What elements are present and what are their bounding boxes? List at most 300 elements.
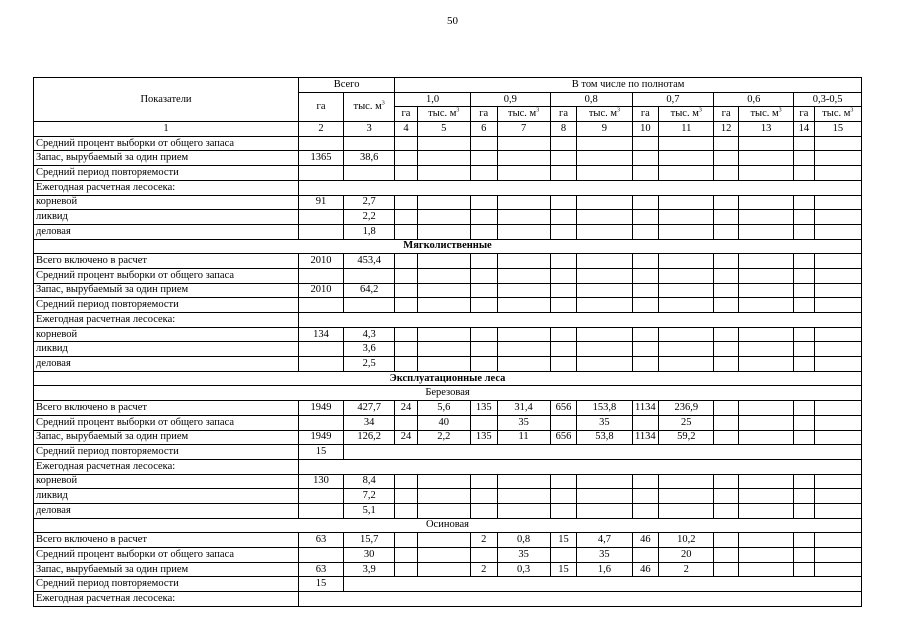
- table-cell: [550, 548, 577, 563]
- table-cell: [814, 401, 861, 416]
- table-cell: [814, 136, 861, 151]
- table-cell: [470, 474, 497, 489]
- table-cell: 15,7: [344, 533, 395, 548]
- table-cell: 10,2: [659, 533, 714, 548]
- table-cell: [794, 327, 814, 342]
- table-cell: 2: [659, 562, 714, 577]
- table-cell: [714, 357, 739, 372]
- row-label: корневой: [34, 474, 299, 489]
- table-cell: [417, 474, 470, 489]
- table-row: [34, 489, 862, 504]
- header-unit-ha: га: [632, 107, 659, 122]
- table-row: [34, 195, 862, 210]
- header-density-5: 0,6: [714, 92, 794, 107]
- table-cell: 46: [632, 562, 659, 577]
- row-label: корневой: [34, 327, 299, 342]
- table-cell: 40: [417, 415, 470, 430]
- table-row: [34, 474, 862, 489]
- table-cell: [738, 430, 793, 445]
- table-row: [34, 503, 862, 518]
- table-cell: [738, 533, 793, 548]
- table-cell: 5,1: [344, 503, 395, 518]
- table-cell: [714, 210, 739, 225]
- table-cell: 7,2: [344, 489, 395, 504]
- empty-span-cell: [344, 577, 862, 592]
- table-cell: [714, 415, 739, 430]
- table-cell: [470, 357, 497, 372]
- table-cell: [794, 166, 814, 181]
- table-cell: [550, 503, 577, 518]
- column-number: 10: [632, 122, 659, 137]
- column-number: 8: [550, 122, 577, 137]
- table-cell: [497, 503, 550, 518]
- table-row: [34, 239, 862, 254]
- table-cell: [577, 298, 632, 313]
- table-cell: 453,4: [344, 254, 395, 269]
- table-cell: [299, 548, 344, 563]
- table-cell: [395, 151, 418, 166]
- column-number: 14: [794, 122, 814, 137]
- table-cell: [497, 195, 550, 210]
- table-cell: 15: [299, 445, 344, 460]
- table-cell: 35: [497, 548, 550, 563]
- table-cell: [738, 357, 793, 372]
- table-cell: 3,6: [344, 342, 395, 357]
- table-cell: [738, 327, 793, 342]
- table-cell: [299, 503, 344, 518]
- row-label: Средний период повторяемости: [34, 577, 299, 592]
- table-cell: 1134: [632, 430, 659, 445]
- table-cell: [794, 195, 814, 210]
- column-number: 4: [395, 122, 418, 137]
- table-row: [34, 518, 862, 533]
- table-row: [34, 357, 862, 372]
- table-cell: [470, 548, 497, 563]
- table-cell: [814, 327, 861, 342]
- table-cell: [738, 210, 793, 225]
- table-cell: 64,2: [344, 283, 395, 298]
- row-label: деловая: [34, 224, 299, 239]
- table-cell: [417, 533, 470, 548]
- table-cell: [659, 254, 714, 269]
- table-cell: [577, 195, 632, 210]
- table-cell: [714, 503, 739, 518]
- table-cell: [714, 254, 739, 269]
- table-cell: [395, 489, 418, 504]
- table-cell: [659, 224, 714, 239]
- header-unit-volume: тыс. $м^3$: [814, 107, 861, 122]
- table-cell: 25: [659, 415, 714, 430]
- table-cell: [417, 298, 470, 313]
- table-cell: [632, 136, 659, 151]
- table-cell: [550, 489, 577, 504]
- table-cell: [550, 195, 577, 210]
- table-row: [34, 562, 862, 577]
- table-cell: 656: [550, 401, 577, 416]
- table-cell: 2: [470, 533, 497, 548]
- table-cell: [470, 224, 497, 239]
- empty-span-cell: [299, 459, 862, 474]
- table-cell: [470, 327, 497, 342]
- table-cell: 135: [470, 430, 497, 445]
- table-cell: [794, 298, 814, 313]
- table-cell: 91: [299, 195, 344, 210]
- table-cell: [632, 298, 659, 313]
- table-cell: 236,9: [659, 401, 714, 416]
- table-cell: [794, 342, 814, 357]
- header-density-1: 1,0: [395, 92, 471, 107]
- row-label: ликвид: [34, 210, 299, 225]
- table-cell: [417, 195, 470, 210]
- table-cell: [794, 268, 814, 283]
- table-cell: 1134: [632, 401, 659, 416]
- table-cell: [497, 283, 550, 298]
- table-row: [34, 445, 862, 460]
- column-number: 15: [814, 122, 861, 137]
- row-label: Средний процент выборки от общего запаса: [34, 136, 299, 151]
- table-cell: [659, 474, 714, 489]
- table-cell: 35: [577, 415, 632, 430]
- table-cell: 35: [497, 415, 550, 430]
- table-cell: [577, 357, 632, 372]
- table-cell: [577, 224, 632, 239]
- table-cell: [659, 283, 714, 298]
- row-label: Всего включено в расчет: [34, 533, 299, 548]
- header-unit-ha: га: [550, 107, 577, 122]
- table-cell: [632, 166, 659, 181]
- table-cell: 0,3: [497, 562, 550, 577]
- table-cell: [497, 224, 550, 239]
- table-cell: [299, 268, 344, 283]
- table-cell: [550, 136, 577, 151]
- table-cell: [344, 136, 395, 151]
- table-cell: [395, 474, 418, 489]
- table-cell: [299, 357, 344, 372]
- table-cell: [714, 224, 739, 239]
- table-cell: [550, 166, 577, 181]
- table-cell: [344, 166, 395, 181]
- table-row: [34, 459, 862, 474]
- table-cell: [814, 430, 861, 445]
- table-cell: [299, 166, 344, 181]
- table-cell: 2: [470, 562, 497, 577]
- table-cell: [814, 503, 861, 518]
- table-cell: [299, 342, 344, 357]
- header-unit-ha: га: [395, 107, 418, 122]
- table-cell: [470, 268, 497, 283]
- table-cell: [299, 136, 344, 151]
- table-cell: [794, 254, 814, 269]
- table-cell: 8,4: [344, 474, 395, 489]
- table-cell: [577, 474, 632, 489]
- table-cell: [814, 415, 861, 430]
- row-label: Ежегодная расчетная лесосека:: [34, 313, 299, 328]
- table-cell: [497, 210, 550, 225]
- row-label: Ежегодная расчетная лесосека:: [34, 180, 299, 195]
- table-cell: [659, 503, 714, 518]
- page-number: 50: [447, 15, 458, 27]
- table-cell: [497, 166, 550, 181]
- header-density-6: 0,3-0,5: [794, 92, 862, 107]
- table-cell: 3,9: [344, 562, 395, 577]
- header-density-2: 0,9: [470, 92, 550, 107]
- table-cell: [814, 210, 861, 225]
- table-cell: [632, 195, 659, 210]
- table-cell: [659, 298, 714, 313]
- table-cell: [814, 195, 861, 210]
- table-cell: [814, 298, 861, 313]
- row-label: Средний процент выборки от общего запаса: [34, 548, 299, 563]
- row-label: деловая: [34, 357, 299, 372]
- table-cell: [632, 283, 659, 298]
- table-cell: [470, 489, 497, 504]
- table-cell: [417, 357, 470, 372]
- table-cell: [577, 210, 632, 225]
- table-cell: [659, 268, 714, 283]
- table-cell: [577, 151, 632, 166]
- table-cell: [550, 151, 577, 166]
- table-row: [34, 268, 862, 283]
- table-cell: [550, 415, 577, 430]
- column-number: 13: [738, 122, 793, 137]
- table-cell: [738, 195, 793, 210]
- table-cell: [814, 489, 861, 504]
- table-cell: 24: [395, 401, 418, 416]
- table-cell: [632, 254, 659, 269]
- table-cell: [794, 401, 814, 416]
- table-cell: [417, 503, 470, 518]
- table-cell: [550, 342, 577, 357]
- column-number: 11: [659, 122, 714, 137]
- allowable-cut-table: [33, 77, 862, 607]
- row-label: ликвид: [34, 342, 299, 357]
- table-cell: [577, 327, 632, 342]
- table-row: [34, 386, 862, 401]
- header-unit-volume: тыс. $м^3$: [577, 107, 632, 122]
- table-cell: 1365: [299, 151, 344, 166]
- table-row: [34, 533, 862, 548]
- table-cell: 35: [577, 548, 632, 563]
- table-cell: [814, 562, 861, 577]
- table-cell: [659, 210, 714, 225]
- table-cell: 15: [550, 562, 577, 577]
- table-cell: 53,8: [577, 430, 632, 445]
- table-cell: 2,7: [344, 195, 395, 210]
- table-row: [34, 592, 862, 607]
- empty-span-cell: [299, 592, 862, 607]
- table-cell: [299, 224, 344, 239]
- table-cell: [550, 268, 577, 283]
- table-cell: 24: [395, 430, 418, 445]
- table-cell: [395, 136, 418, 151]
- table-cell: [417, 489, 470, 504]
- table-cell: [395, 254, 418, 269]
- table-cell: [738, 342, 793, 357]
- table-cell: [714, 136, 739, 151]
- table-cell: 46: [632, 533, 659, 548]
- header-unit-ha: га: [794, 107, 814, 122]
- table-cell: [470, 283, 497, 298]
- table-cell: [738, 254, 793, 269]
- table-cell: [417, 151, 470, 166]
- table-cell: 153,8: [577, 401, 632, 416]
- table-row: [34, 210, 862, 225]
- table-cell: [659, 151, 714, 166]
- table-cell: [632, 503, 659, 518]
- table-cell: 134: [299, 327, 344, 342]
- table-cell: [395, 533, 418, 548]
- column-number: 12: [714, 122, 739, 137]
- section-heading: Мягколиственные: [34, 239, 862, 254]
- table-cell: [632, 268, 659, 283]
- table-cell: [714, 151, 739, 166]
- table-cell: [794, 562, 814, 577]
- table-cell: [714, 548, 739, 563]
- table-cell: [417, 562, 470, 577]
- table-cell: [814, 357, 861, 372]
- table-cell: [814, 268, 861, 283]
- empty-span-cell: [344, 445, 862, 460]
- section-heading: Осиновая: [34, 518, 862, 533]
- table-cell: [714, 327, 739, 342]
- header-unit-volume: тыс. $м^3$: [659, 107, 714, 122]
- table-cell: [714, 268, 739, 283]
- table-cell: [470, 298, 497, 313]
- table-cell: [632, 327, 659, 342]
- row-label: Запас, вырубаемый за один прием: [34, 151, 299, 166]
- empty-span-cell: [299, 313, 862, 328]
- table-cell: [497, 489, 550, 504]
- row-label: Ежегодная расчетная лесосека:: [34, 459, 299, 474]
- table-cell: [632, 210, 659, 225]
- table-cell: [417, 224, 470, 239]
- row-label: Средний период повторяемости: [34, 298, 299, 313]
- table-cell: [814, 151, 861, 166]
- table-cell: [714, 342, 739, 357]
- table-cell: [550, 474, 577, 489]
- table-cell: [659, 166, 714, 181]
- table-cell: [577, 268, 632, 283]
- table-cell: [395, 503, 418, 518]
- table-row: [34, 283, 862, 298]
- table-cell: [714, 489, 739, 504]
- column-number: 6: [470, 122, 497, 137]
- table-cell: [417, 283, 470, 298]
- table-cell: [659, 327, 714, 342]
- table-cell: [814, 533, 861, 548]
- table-cell: [550, 327, 577, 342]
- table-cell: 2010: [299, 283, 344, 298]
- table-cell: [794, 136, 814, 151]
- row-label: Запас, вырубаемый за один прием: [34, 283, 299, 298]
- table-cell: 1949: [299, 401, 344, 416]
- table-cell: [550, 210, 577, 225]
- table-row: [34, 342, 862, 357]
- table-cell: [794, 357, 814, 372]
- table-cell: [794, 430, 814, 445]
- section-heading: Эксплуатационные леса: [34, 371, 862, 386]
- row-label: Всего включено в расчет: [34, 254, 299, 269]
- table-cell: [794, 224, 814, 239]
- row-label: Средний период повторяемости: [34, 166, 299, 181]
- table-cell: [299, 415, 344, 430]
- table-cell: 1,8: [344, 224, 395, 239]
- table-cell: 30: [344, 548, 395, 563]
- table-cell: [794, 151, 814, 166]
- table-cell: [577, 503, 632, 518]
- table-cell: [417, 342, 470, 357]
- table-cell: [577, 489, 632, 504]
- table-row: [34, 548, 862, 563]
- table-cell: 63: [299, 562, 344, 577]
- column-number: 9: [577, 122, 632, 137]
- table-cell: [417, 327, 470, 342]
- table-cell: 20: [659, 548, 714, 563]
- table-cell: [659, 357, 714, 372]
- table-cell: [417, 166, 470, 181]
- table-cell: [395, 548, 418, 563]
- table-row: [34, 180, 862, 195]
- table-cell: [417, 548, 470, 563]
- table-cell: [714, 283, 739, 298]
- table-cell: [395, 298, 418, 313]
- table-cell: [577, 166, 632, 181]
- table-cell: [497, 327, 550, 342]
- table-cell: [632, 474, 659, 489]
- table-cell: [632, 357, 659, 372]
- table-cell: [794, 533, 814, 548]
- table-cell: [497, 342, 550, 357]
- table-cell: [738, 562, 793, 577]
- table-cell: [814, 283, 861, 298]
- table-cell: [738, 489, 793, 504]
- table-cell: 63: [299, 533, 344, 548]
- table-cell: [344, 268, 395, 283]
- table-cell: [632, 489, 659, 504]
- table-cell: [577, 342, 632, 357]
- table-cell: [470, 254, 497, 269]
- table-cell: 135: [470, 401, 497, 416]
- table-cell: 5,6: [417, 401, 470, 416]
- table-cell: [714, 166, 739, 181]
- table-cell: [577, 136, 632, 151]
- table-cell: 656: [550, 430, 577, 445]
- table-cell: [550, 283, 577, 298]
- table-row: [34, 298, 862, 313]
- table-cell: [794, 283, 814, 298]
- table-cell: [550, 254, 577, 269]
- table-cell: [794, 210, 814, 225]
- table-cell: [497, 151, 550, 166]
- table-cell: [738, 548, 793, 563]
- header-density-3: 0,8: [550, 92, 632, 107]
- table-row: [34, 136, 862, 151]
- table-cell: [738, 503, 793, 518]
- table-cell: [417, 268, 470, 283]
- table-cell: [632, 342, 659, 357]
- table-cell: [632, 415, 659, 430]
- table-cell: 59,2: [659, 430, 714, 445]
- table-cell: [814, 474, 861, 489]
- table-cell: 2,2: [344, 210, 395, 225]
- table-cell: [344, 298, 395, 313]
- row-label: Запас, вырубаемый за один прием: [34, 430, 299, 445]
- table-cell: [632, 548, 659, 563]
- table-row: [34, 224, 862, 239]
- table-cell: [470, 210, 497, 225]
- header-by-density: В том числе по полнотам: [395, 78, 862, 93]
- column-number: 5: [417, 122, 470, 137]
